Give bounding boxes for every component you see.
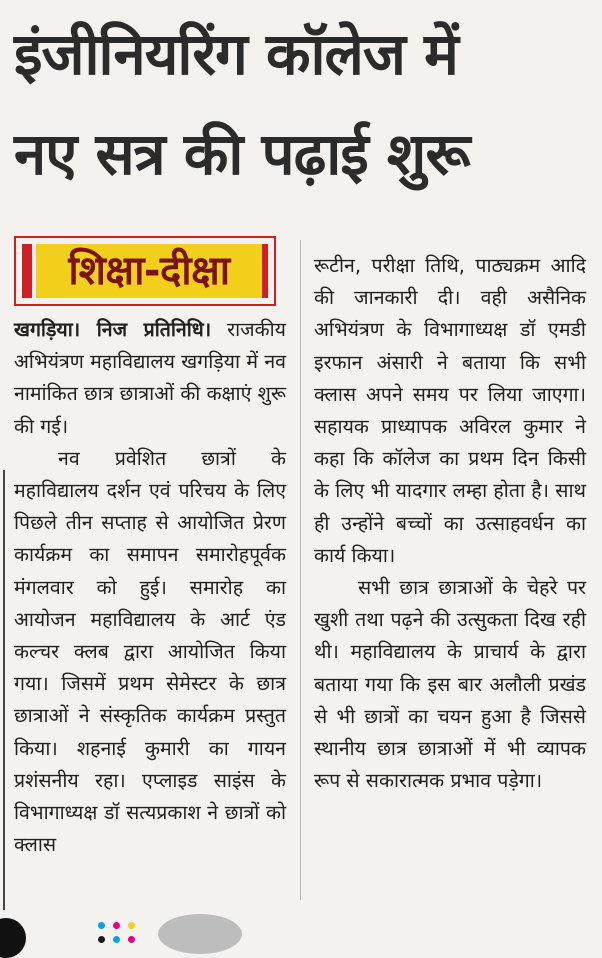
margin-rule	[3, 470, 5, 910]
magenta-dot	[113, 922, 120, 929]
registration-oval	[158, 914, 242, 954]
article-left-column	[14, 314, 286, 861]
section-badge-label: शिक्षा-दीक्षा	[36, 244, 262, 298]
section-badge	[14, 236, 276, 306]
cyan-dot-2	[113, 936, 120, 943]
badge-left-bar	[22, 244, 32, 298]
article-paragraph-1-text: राजकीय अभियंत्रण महाविद्यालय खगड़िया में नव नामांकित छात्र छात्राओं की कक्षाएं शुरू की गई।	[14, 318, 286, 438]
cyan-dot	[98, 922, 105, 929]
black-dot	[98, 936, 105, 943]
article-paragraph-1	[14, 314, 286, 443]
article-paragraph-2: नव प्रवेशित छात्रों के महाविद्यालय दर्शन एवं परिचय के लिए पिछले तीन सप्ताह से आयोजित प्रेरण कार्यक्रम का समापन समारोहपूर्वक मंगलवार को हुई। समारोह का आयोजन महाविद्यालय के आर्ट एंड कल्चर क्लब द्वारा आयोजित किया गया। जिसमें प्रथम सेमेस्टर के छात्र छात्राओं ने संस्कृतिक कार्यक्रम प्रस्तुत किया। शहनाई कुमारी का गायन प्रशंसनीय रहा। एप्लाइड साइंस के विभागाध्यक्ष डॉ सत्यप्रकाश ने छात्रों को क्लास	[14, 446, 286, 857]
article-paragraph-3: रूटीन, परीक्षा तिथि, पाठ्यक्रम आदि की जानकारी दी। वही असैनिक अभियंत्रण के विभागाध्यक्ष डॉ एमडी इरफान अंसारी ने बताया कि सभी क्लास अपने समय पर लिया जाएगा। सहायक प्राध्यापक अविरल कुमार ने कहा कि कॉलेज का प्रथम दिन किसी के लिए भी यादगार लम्हा होता है। साथ ही उन्होंने बच्चों का उत्साहवर्धन का कार्य किया।	[314, 254, 586, 567]
yellow-dot	[128, 922, 135, 929]
article-right-column	[314, 250, 586, 797]
headline	[14, 4, 594, 204]
headline-line-2: नए सत्र की पढ़ाई शुरू	[14, 120, 470, 188]
corner-shadow	[0, 918, 26, 958]
magenta-dot-2	[128, 936, 135, 943]
dateline: खगड़िया। निज प्रतिनिधि।	[14, 318, 212, 341]
cmyk-registration-dots	[96, 920, 140, 946]
article-paragraph-4: सभी छात्र छात्राओं के चेहरे पर खुशी तथा पढ़ने की उत्सुकता दिख रही थी। महाविद्यालय के प्राचार्य के द्वारा बताया गया कि इस बार अलौली प्रखंड से भी छात्रों का चयन हुआ है जिससे स्थानीय छात्र छात्राओं में भी व्यापक रूप से सकारात्मक प्रभाव पड़ेगा।	[314, 576, 586, 793]
column-divider	[300, 240, 301, 900]
headline-line-1: इंजीनियरिंग कॉलेज में	[14, 20, 458, 88]
badge-right-bar	[262, 244, 268, 298]
